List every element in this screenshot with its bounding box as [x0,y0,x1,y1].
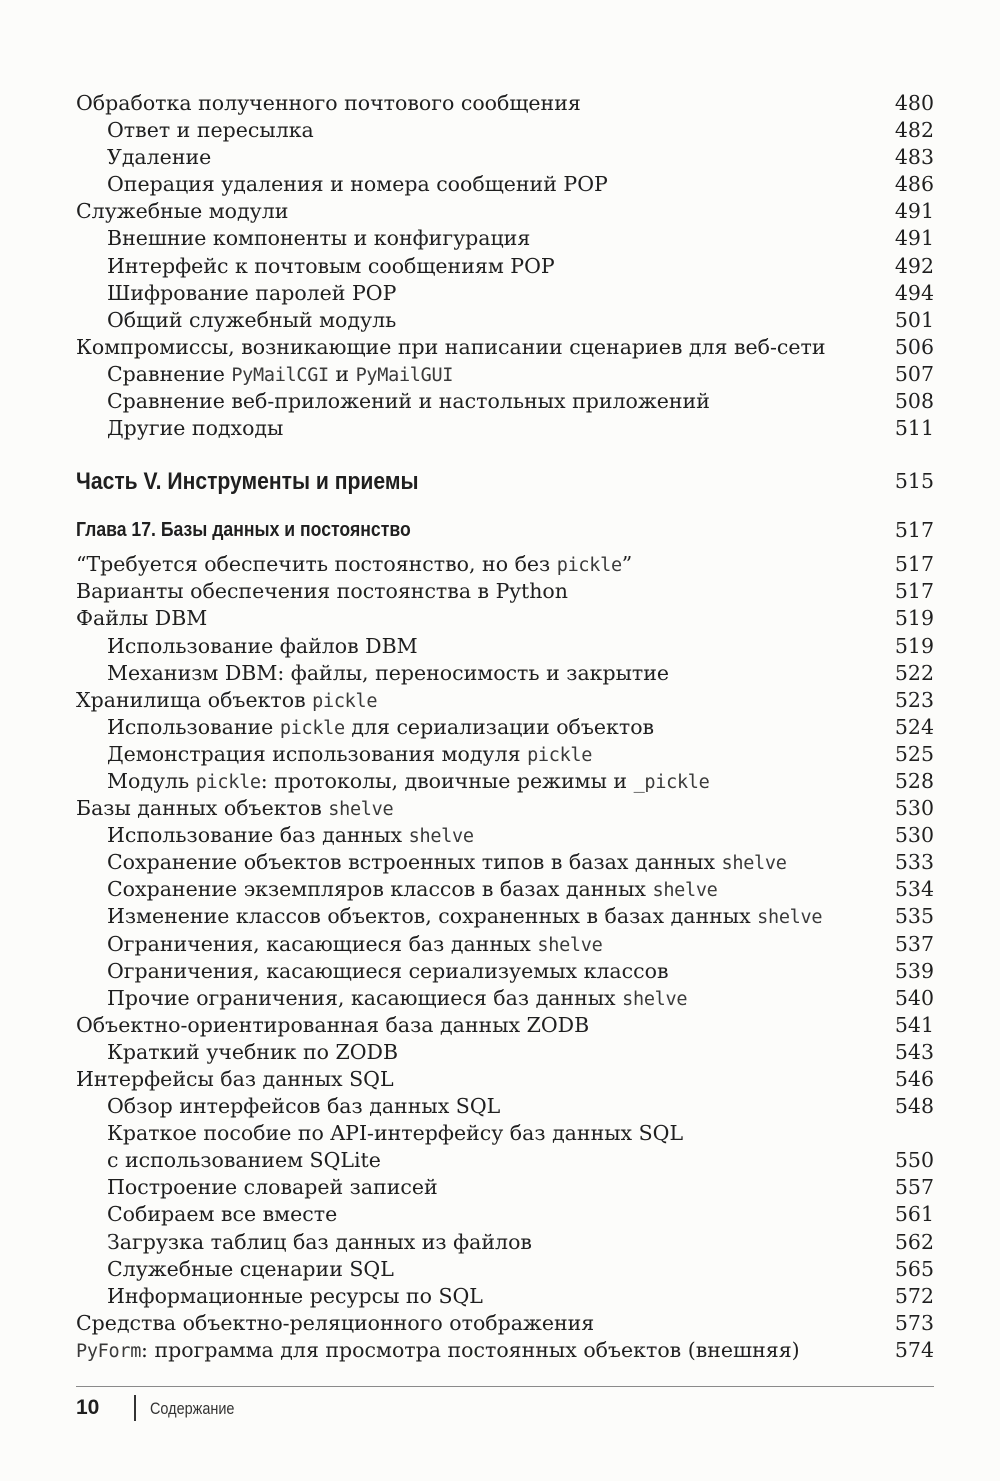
text-fragment: с использованием SQLite [107,1148,381,1173]
toc-entry-page: 541 [894,1012,934,1037]
toc-entry-title [107,361,453,389]
toc-entry-page: 530 [894,796,934,821]
toc-entry[interactable] [76,1310,934,1337]
running-title: Содержание [150,1399,235,1418]
code-fragment: shelve [757,907,823,929]
toc-entry[interactable] [76,1229,934,1256]
toc-entry-title [76,1066,394,1093]
toc-section-chapter [76,551,934,1364]
toc-entry[interactable] [76,171,934,198]
chapter-title: Глава 17. Базы данных и постоянство [76,518,411,542]
code-fragment: PyMailGUI [355,364,454,386]
toc-entry-page: 573 [894,1310,934,1335]
toc-entry-title [107,280,396,307]
toc-entry[interactable] [76,633,934,660]
toc-entry[interactable] [76,931,934,958]
toc-entry-page: 533 [894,850,934,875]
toc-entry-page: 523 [894,687,934,712]
text-fragment: Средства объектно-реляционного отображения [76,1310,595,1335]
toc-entry[interactable] [76,768,934,795]
toc-entry-page: 507 [894,361,934,386]
toc-entry-title [107,714,654,742]
part-heading[interactable] [76,454,934,509]
text-fragment: Модуль [107,768,196,793]
code-fragment: shelve [721,853,787,875]
toc-entry[interactable] [76,958,934,985]
toc-entry-page: 524 [894,714,934,739]
toc-entry-page: 483 [894,145,934,170]
toc-entry-page: 517 [894,579,934,604]
toc-entry-page: 543 [894,1039,934,1064]
toc-entry-title [107,1283,483,1310]
toc-entry-page: 511 [894,416,934,441]
toc-entry-page: 572 [894,1283,934,1308]
toc-entry-page: 491 [894,199,934,224]
toc-entry-page: 540 [894,985,934,1010]
toc-entry[interactable] [76,714,934,741]
text-fragment: Использование файлов DBM [107,633,418,658]
code-fragment: pickle [312,690,378,712]
toc-entry-title [76,1012,589,1039]
text-fragment: Обработка полученного почтового сообщения [76,91,581,115]
text-fragment: Краткий учебник по ZODB [107,1039,399,1064]
toc-entry-title [107,1229,532,1256]
toc-entry-page: 550 [894,1148,934,1173]
toc-entry-title [107,144,211,171]
toc-entry-title [107,388,710,415]
text-fragment: : протоколы, двоичные режимы и [260,768,634,793]
text-fragment: Построение словарей записей [107,1175,438,1200]
code-fragment: shelve [408,826,474,848]
toc-entry-title [76,795,393,823]
toc-entry[interactable] [76,849,934,876]
text-fragment: Варианты обеспечения постоянства в Python [76,579,568,604]
toc-entry-page: 482 [894,118,934,143]
table-of-contents [76,90,934,1364]
toc-entry[interactable] [76,1337,934,1364]
text-fragment: Механизм DBM: файлы, переносимость и закрытие [107,660,670,685]
toc-entry-title [107,1201,337,1228]
toc-entry[interactable] [76,1120,934,1147]
toc-section-previous [76,90,934,442]
toc-entry-page: 574 [894,1337,934,1362]
toc-entry-title [76,1337,800,1365]
toc-entry[interactable] [76,795,934,822]
toc-entry[interactable] [76,1066,934,1093]
text-fragment: Служебные сценарии SQL [107,1256,394,1281]
toc-entry-page: 519 [894,633,934,658]
toc-entry-page: 537 [894,931,934,956]
part-page: 515 [894,469,934,494]
footer-separator [134,1395,136,1421]
toc-entry[interactable] [76,1256,934,1283]
toc-entry-title [107,903,822,931]
toc-entry-page: 535 [894,904,934,929]
text-fragment: Ответ и пересылка [107,118,314,143]
text-fragment: Краткое пособие по API-интерфейсу баз данных SQL [107,1121,684,1146]
toc-entry[interactable] [76,1147,934,1174]
toc-entry[interactable] [76,687,934,714]
text-fragment: Служебные модули [76,199,289,224]
toc-entry[interactable] [76,985,934,1012]
code-fragment: shelve [652,880,718,902]
text-fragment: Внешние компоненты и конфигурация [107,226,531,251]
toc-entry-title [107,225,530,252]
toc-entry-title [107,876,718,904]
toc-entry[interactable] [76,253,934,280]
text-fragment: Информационные ресурсы по SQL [107,1283,483,1308]
toc-entry-page: 548 [894,1094,934,1119]
toc-entry-title [107,253,555,280]
toc-entry-page: 492 [894,253,934,278]
text-fragment: Компромиссы, возникающие при написании сценариев для веб-сети [76,334,826,359]
toc-entry-title [107,171,608,198]
toc-entry-title [107,768,709,796]
toc-entry[interactable] [76,280,934,307]
toc-entry[interactable] [76,1201,934,1228]
toc-entry[interactable] [76,334,934,361]
text-fragment: “Требуется обеспечить постоянство, но без [76,552,557,577]
text-fragment: Обзор интерфейсов баз данных SQL [107,1094,501,1119]
chapter-page: 517 [894,518,934,543]
code-fragment: pickle [527,744,593,766]
text-fragment: Прочие ограничения, касающиеся баз данных [107,985,623,1010]
code-fragment: _pickle [633,771,710,793]
toc-entry[interactable] [76,144,934,171]
toc-entry[interactable] [76,605,934,632]
toc-entry-title [76,551,632,579]
part-title: Часть V. Инструменты и приемы [76,468,419,496]
text-fragment: Операция удаления и номера сообщений POP [107,172,608,197]
toc-entry-page: 486 [894,172,934,197]
text-fragment: для сериализации объектов [344,714,655,739]
text-fragment: Сравнение [107,361,232,386]
text-fragment: Шифрование паролей POP [107,280,397,305]
text-fragment: ” [621,552,633,577]
toc-entry-page: 565 [894,1256,934,1281]
toc-entry-page: 508 [894,389,934,414]
toc-entry-title [107,985,687,1013]
toc-entry-title [107,1093,500,1120]
toc-entry-page: 525 [894,741,934,766]
text-fragment: Использование баз данных [107,823,409,848]
toc-entry-title [107,307,396,334]
toc-entry-title [76,334,826,361]
toc-entry[interactable] [76,660,934,687]
toc-entry[interactable] [76,307,934,334]
toc-entry-title [107,741,592,769]
toc-entry[interactable] [76,90,934,117]
text-fragment: Использование [107,714,280,739]
toc-entry-page: 506 [894,334,934,359]
toc-entry-page: 562 [894,1229,934,1254]
toc-entry-page: 546 [894,1067,934,1091]
toc-entry[interactable] [76,1174,934,1201]
code-fragment: PyForm [76,1340,142,1362]
text-fragment: Базы данных объектов [76,796,329,821]
toc-entry[interactable] [76,876,934,903]
toc-entry-page: 501 [894,307,934,332]
toc-entry-title [76,198,288,225]
toc-entry-title [107,415,283,442]
text-fragment: Объектно-ориентированная база данных ZODB [76,1012,590,1037]
toc-entry[interactable] [76,903,934,930]
toc-entry-page: 561 [894,1202,934,1227]
toc-entry-page: 517 [894,552,934,577]
text-fragment: : программа для просмотра постоянных объектов (внешняя) [141,1337,800,1362]
toc-entry[interactable] [76,225,934,252]
toc-entry-title [107,849,787,877]
toc-entry-page: 528 [894,768,934,793]
toc-entry-title [76,90,581,117]
footer-divider [76,1386,934,1387]
text-fragment: Сохранение объектов встроенных типов в базах данных [107,850,722,875]
toc-entry[interactable] [76,198,934,225]
text-fragment: Интерфейсы баз данных SQL [76,1067,394,1091]
text-fragment: Загрузка таблиц баз данных из файлов [107,1229,532,1254]
toc-entry[interactable] [76,388,934,415]
toc-entry-title [76,1310,594,1337]
toc-entry[interactable] [76,741,934,768]
toc-entry-page: 494 [894,280,934,305]
toc-entry[interactable] [76,1039,934,1066]
toc-entry-page: 522 [894,660,934,685]
toc-entry-title [107,1174,438,1201]
toc-entry-title [107,1256,394,1283]
toc-entry-page: 491 [894,226,934,251]
toc-entry-title [107,660,669,687]
toc-entry-title [76,605,207,632]
toc-entry-page: 530 [894,823,934,848]
code-fragment: shelve [328,799,394,821]
text-fragment: Сравнение веб-приложений и настольных приложений [107,389,710,414]
code-fragment: pickle [279,717,345,739]
toc-entry[interactable] [76,1012,934,1039]
text-fragment: Ограничения, касающиеся баз данных [107,931,538,956]
text-fragment: Собираем все вместе [107,1202,338,1227]
toc-entry[interactable] [76,117,934,144]
page-number: 10 [76,1396,100,1419]
toc-entry-title [107,1147,381,1174]
toc-entry-page: 519 [894,606,934,631]
toc-entry[interactable] [76,1093,934,1120]
text-fragment: Хранилища объектов [76,687,313,712]
toc-entry-title [76,687,377,715]
code-fragment: shelve [537,934,603,956]
toc-entry-page: 557 [894,1175,934,1200]
toc-entry-title [107,958,669,985]
toc-entry[interactable] [76,578,934,605]
code-fragment: pickle [556,555,622,577]
text-fragment: Общий служебный модуль [107,307,397,332]
toc-entry-title [107,117,314,144]
code-fragment: PyMailCGI [231,364,329,386]
toc-entry-title [107,633,418,660]
toc-entry-title [107,822,474,850]
text-fragment: Удаление [107,145,212,170]
toc-entry[interactable] [76,551,934,578]
text-fragment: Интерфейс к почтовым сообщениям POP [107,253,555,278]
text-fragment: Файлы DBM [76,606,208,631]
toc-entry-title [107,1039,398,1066]
text-fragment: Сохранение экземпляров классов в базах данных [107,877,653,902]
toc-entry-page: 539 [894,958,934,983]
toc-entry-page: 480 [894,91,934,115]
toc-entry[interactable] [76,361,934,388]
toc-entry-page: 534 [894,877,934,902]
text-fragment: и [328,361,356,386]
code-fragment: pickle [195,771,261,793]
code-fragment: shelve [622,988,688,1010]
text-fragment: Другие подходы [107,416,284,441]
toc-entry[interactable] [76,415,934,442]
text-fragment: Ограничения, касающиеся сериализуемых классов [107,958,669,983]
toc-entry[interactable] [76,822,934,849]
chapter-heading[interactable] [76,509,934,551]
toc-entry-title [107,931,602,959]
text-fragment: Демонстрация использования модуля [107,741,528,766]
text-fragment: Изменение классов объектов, сохраненных в базах данных [107,904,758,929]
toc-entry-title [107,1120,683,1147]
toc-entry[interactable] [76,1283,934,1310]
toc-entry-title [76,578,568,605]
